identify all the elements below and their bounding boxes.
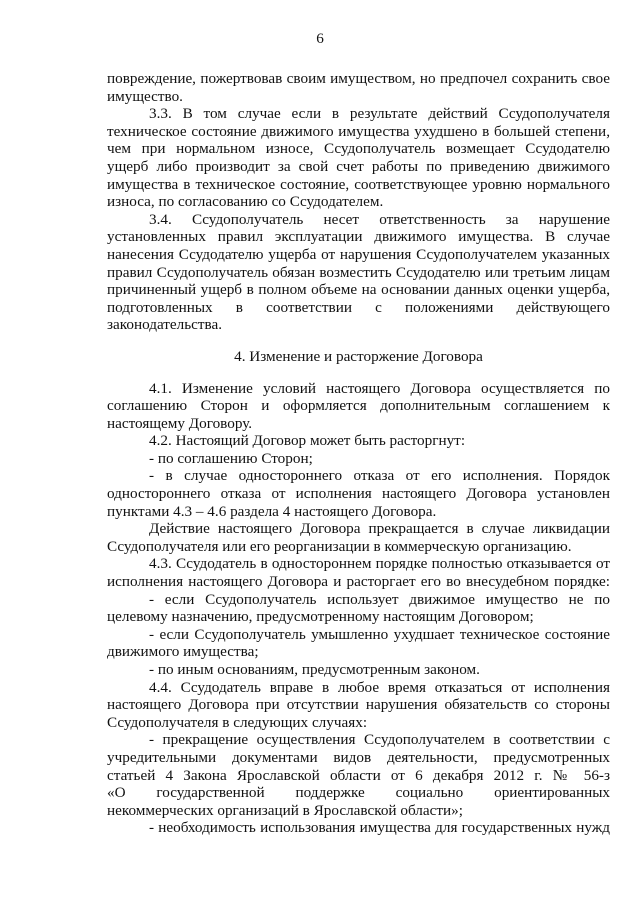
paragraph-4-3: 4.3. Ссудодатель в одностороннем порядке полностью отказывается от [149, 555, 610, 573]
list-item: - в случае одностороннего отказа от его исполнения. Порядок [149, 467, 610, 485]
text-line: настоящего Договора при отсутствии нарушения обязательств со стороны [107, 696, 610, 714]
text-line: износа, по согласованию со Ссудодателем. [107, 193, 384, 211]
text-line: некоммерческих организаций в Ярославской области»; [107, 801, 463, 819]
text-line: целевому назначению, предусмотренному настоящим Договором; [107, 608, 534, 626]
list-item: - необходимость использования имущества для государственных нужд [149, 819, 610, 837]
text-line: ущерб либо производит за свой счет работы по приведению движимого [107, 157, 610, 175]
paragraph-3-3: 3.3. В том случае если в результате действий Ссудополучателя [149, 105, 610, 123]
text-line: «О государственной поддержке социально ориентированных [107, 784, 610, 802]
document-body [107, 70, 610, 837]
text-line: подготовленных в соответствии с положениями действующего [107, 298, 610, 316]
text-line: пунктами 4.3 – 4.6 раздела 4 настоящего Договора. [107, 502, 437, 520]
page-number: 6 [316, 30, 324, 47]
list-item: - если Ссудополучатель использует движимое имущество не по [149, 590, 610, 608]
text-line: Ссудополучателя в следующих случаях: [107, 713, 368, 731]
text-line: техническое состояние движимого имущества ухудшено в большей степени, [107, 122, 610, 140]
text-line: настоящему Договору. [107, 414, 253, 432]
text-line: причиненный ущерб в полном объеме на основании данных оценки ущерба, [107, 281, 610, 299]
text-line: одностороннего отказа от исполнения настоящего Договора установлен [107, 485, 610, 503]
text-line: Действие настоящего Договора прекращается в случае ликвидации [149, 520, 610, 538]
text-line: чем при нормальном износе, Ссудополучатель возмещает Ссудодателю [107, 140, 610, 158]
text-line: статьей 4 Закона Ярославской области от 6 декабря 2012 г. № 56-з [107, 766, 610, 784]
text-line: нанесения Ссудодателю ущерба от нарушения Ссудополучателем указанных [107, 245, 610, 263]
text-line: соглашению Сторон и оформляется дополнительным соглашением к [107, 397, 610, 415]
text-line: имущества в техническое состояние, соответствующее уровню нормального [107, 175, 610, 193]
text-line: учредительными документами видов деятельности, предусмотренных [107, 748, 610, 766]
paragraph-4-2: 4.2. Настоящий Договор может быть расторгнут: [149, 432, 466, 450]
list-item: - по иным основаниям, предусмотренным законом. [149, 661, 480, 678]
text-line: повреждение, пожертвовав своим имуществом, но предпочел сохранить свое [107, 70, 610, 87]
text-line: имущество. [107, 87, 183, 105]
section-4-heading: 4. Изменение и расторжение Договора [234, 347, 483, 365]
text-line: законодательства. [107, 316, 223, 334]
text-line: установленных правил эксплуатации движимого имущества. В случае [107, 228, 610, 246]
text-line: правил Ссудополучатель обязан возместить Ссудодателю или третьим лицам [107, 263, 610, 281]
text-line: исполнения настоящего Договора и расторгает его во внесудебном порядке: [107, 573, 610, 591]
paragraph-4-1: 4.1. Изменение условий настоящего Договора осуществляется по [149, 379, 610, 397]
text-line: движимого имущества; [107, 643, 259, 661]
list-item: - по соглашению Сторон; [149, 449, 313, 467]
list-item: - если Ссудополучатель умышленно ухудшает техническое состояние [149, 625, 610, 643]
paragraph-3-4: 3.4. Ссудополучатель несет ответственность за нарушение [149, 210, 610, 228]
paragraph-4-4: 4.4. Ссудодатель вправе в любое время отказаться от исполнения [149, 678, 610, 696]
text-line: Ссудополучателя или его реорганизации в коммерческую организацию. [107, 537, 572, 555]
list-item: - прекращение осуществления Ссудополучателем в соответствии с [149, 731, 610, 749]
